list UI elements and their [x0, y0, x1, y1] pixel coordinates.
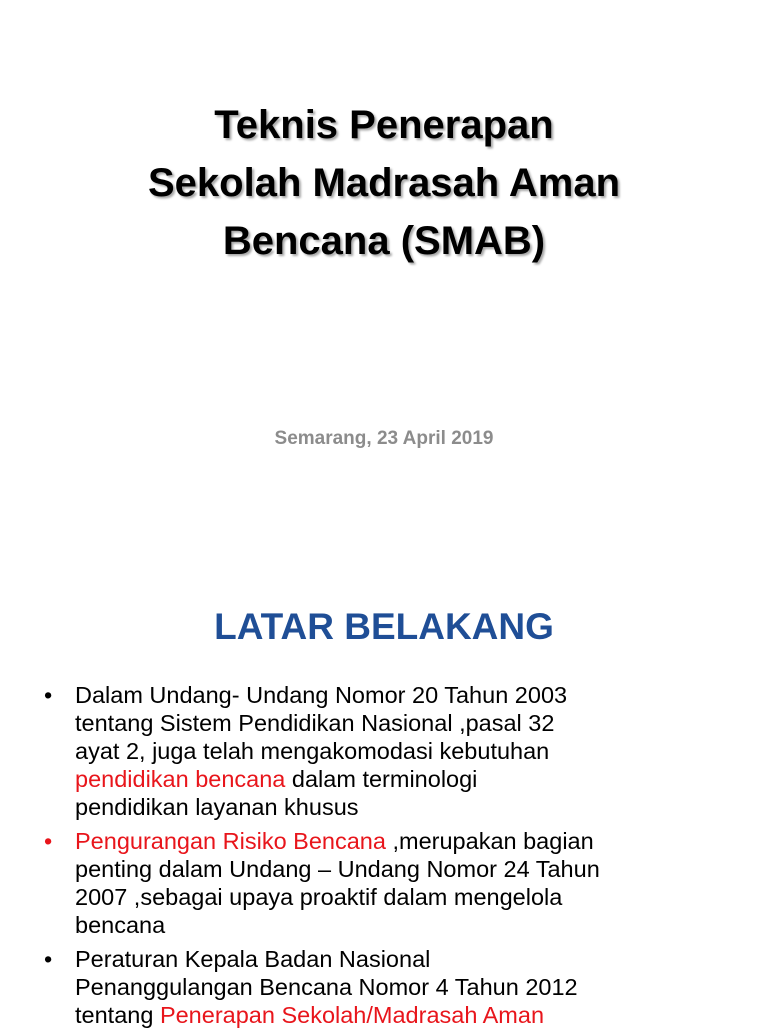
highlight-text: Pengurangan Risiko Bencana [75, 828, 386, 854]
bullet-line [75, 827, 730, 855]
slide-title [0, 96, 768, 270]
list-item [40, 945, 730, 1029]
content-slide [0, 576, 768, 1028]
bullet-text: ,merupakan bagian [385, 828, 594, 854]
bullet-icon: • [44, 946, 53, 972]
title-line-3: Bencana (SMAB) [222, 219, 546, 263]
highlight-text: pendidikan bencana [75, 766, 286, 792]
highlight-text: Penerapan Sekolah/Madrasah Aman [159, 1002, 545, 1028]
bullet-line: penting dalam Undang – Undang Nomor 24 Tahun [75, 856, 600, 882]
bullet-icon: • [44, 828, 53, 854]
bullet-line: tentang Sistem Pendidikan Nasional ,pasal 32 [75, 710, 555, 736]
list-item [40, 827, 730, 939]
bullet-line: Penanggulangan Bencana Nomor 4 Tahun 2012 [75, 974, 578, 1000]
bullet-text: dalam terminologi [285, 766, 478, 792]
bullet-line: Dalam Undang- Undang Nomor 20 Tahun 2003 [75, 682, 568, 708]
bullet-line: 2007 ,sebagai upaya proaktif dalam mengelola [75, 884, 563, 910]
title-line-1: Teknis Penerapan [214, 103, 554, 147]
bullet-line [75, 1001, 730, 1029]
slide-subtitle: Semarang, 23 April 2019 [274, 428, 494, 449]
bullet-line: bencana [75, 912, 166, 938]
bullet-icon: • [44, 682, 53, 708]
bullet-line [75, 765, 730, 793]
section-heading: LATAR BELAKANG [214, 606, 554, 647]
bullet-line: ayat 2, juga telah mengakomodasi kebutuhan [75, 738, 550, 764]
title-line-2: Sekolah Madrasah Aman [147, 161, 620, 205]
list-item [40, 681, 730, 821]
bullet-list [40, 681, 730, 1035]
bullet-line: Peraturan Kepala Badan Nasional [75, 946, 431, 972]
bullet-text: tentang [75, 1002, 160, 1028]
bullet-line: pendidikan layanan khusus [75, 794, 359, 820]
